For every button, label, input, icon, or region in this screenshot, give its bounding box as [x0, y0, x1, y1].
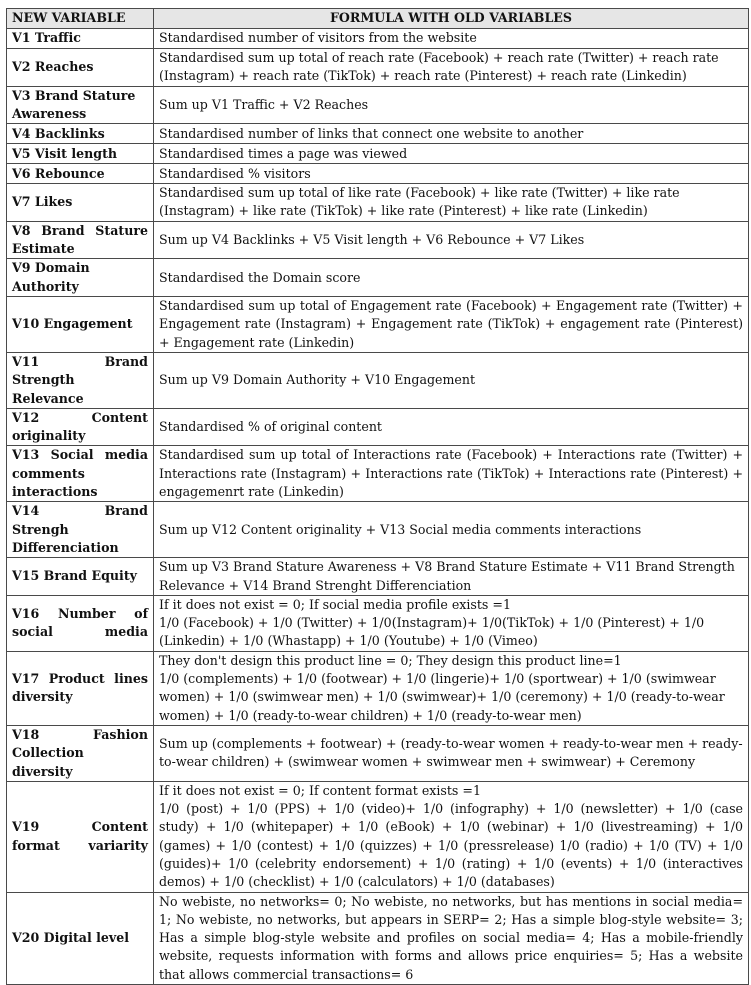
- variable-cell: V3 Brand Stature Awareness: [7, 86, 154, 124]
- variable-cell: V9 Domain Authority: [7, 259, 154, 297]
- formula-cell: No webiste, no networks= 0; No webiste, no networks, but has mentions in social media= 1; No webiste, no networks, but appears in SERP= 2; Has a simple blog-style website= 3; Has a simple blog-style website and profiles on social media= 4; Has a mobile-friendly website, requests information with forms and allows price enquiries= 5; Has a website that allows commercial transactions= 6: [154, 892, 749, 984]
- table-row: [7, 221, 749, 259]
- variable-cell: V11 Brand Strength Relevance: [7, 352, 154, 408]
- variable-cell: V13 Social media comments interactions: [7, 446, 154, 502]
- variable-cell: V1 Traffic: [7, 29, 154, 49]
- header-formula: FORMULA WITH OLD VARIABLES: [154, 9, 749, 29]
- table-row: [7, 352, 749, 408]
- formula-cell: Sum up V3 Brand Stature Awareness + V8 Brand Stature Estimate + V11 Brand Strength Relevance + V14 Brand Strenght Differenciation: [154, 558, 749, 596]
- variable-cell: V16 Number of social media: [7, 595, 154, 651]
- table-row: [7, 259, 749, 297]
- variable-cell: V4 Backlinks: [7, 124, 154, 144]
- formula-cell: [154, 651, 749, 725]
- formula-cell: Sum up V12 Content originality + V13 Social media comments interactions: [154, 502, 749, 558]
- table-row: [7, 86, 749, 124]
- variable-cell: V20 Digital level: [7, 892, 154, 984]
- table-row: [7, 651, 749, 725]
- formula-cell: Sum up V4 Backlinks + V5 Visit length + V6 Rebounce + V7 Likes: [154, 221, 749, 259]
- table-header-row: [7, 9, 749, 29]
- formula-expression: 1/0 (Facebook) + 1/0 (Twitter) + 1/0(Instagram)+ 1/0(TikTok) + 1/0 (Pinterest) + 1/0 (Linkedin) + 1/0 (Whastapp) + 1/0 (Youtube) + 1/0 (Vimeo): [159, 615, 705, 649]
- variable-cell: V8 Brand Stature Estimate: [7, 221, 154, 259]
- table-row: [7, 781, 749, 892]
- variable-cell: V12 Content originality: [7, 408, 154, 446]
- variable-cell: V10 Engagement: [7, 296, 154, 352]
- table-row: [7, 446, 749, 502]
- formula-cell: [154, 595, 749, 651]
- variable-cell: V6 Rebounce: [7, 164, 154, 184]
- table-row: [7, 144, 749, 164]
- formula-rule-line: If it does not exist = 0; If social media profile exists =1: [159, 596, 511, 612]
- variable-cell: V17 Product lines diversity: [7, 651, 154, 725]
- table-row: [7, 725, 749, 781]
- variable-cell: V5 Visit length: [7, 144, 154, 164]
- variable-cell: V15 Brand Equity: [7, 558, 154, 596]
- formula-cell: Standardised times a page was viewed: [154, 144, 749, 164]
- formula-cell: Standardised number of visitors from the website: [154, 29, 749, 49]
- table-row: [7, 124, 749, 144]
- table-row: [7, 184, 749, 222]
- variable-cell: V7 Likes: [7, 184, 154, 222]
- header-new-variable: NEW VARIABLE: [7, 9, 154, 29]
- formula-cell: Sum up V9 Domain Authority + V10 Engagement: [154, 352, 749, 408]
- formula-expression: 1/0 (post) + 1/0 (PPS) + 1/0 (video)+ 1/0 (infography) + 1/0 (newsletter) + 1/0 (case study) + 1/0 (whitepaper) + 1/0 (eBook) + 1/0 (webinar) + 1/0 (livestreaming) + 1/0 (games) + 1/0 (contest) + 1/0 (quizzes) + 1/0 (pressrelease) 1/0 (radio) + 1/0 (TV) + 1/0 (guides)+ 1/0 (celebrity endorsement) + 1/0 (rating) + 1/0 (events) + 1/0 (interactives demos) + 1/0 (checklist) + 1/0 (calculators) + 1/0 (databases): [159, 801, 743, 890]
- formula-cell: Sum up (complements + footwear) + (ready-to-wear women + ready-to-wear men + ready-to-wear children) + (swimwear women + swimwear men + swimwear) + Ceremony: [154, 725, 749, 781]
- variable-cell: V2 Reaches: [7, 49, 154, 87]
- formula-rule-line: They don't design this product line = 0; They design this product line=1: [159, 652, 622, 668]
- table-row: [7, 164, 749, 184]
- formula-cell: Standardised % visitors: [154, 164, 749, 184]
- formula-cell: Standardised sum up total of Engagement rate (Facebook) + Engagement rate (Twitter) + Engagement rate (Instagram) + Engagement rate (TikTok) + engagement rate (Pinterest) + Engagement rate (Linkedin): [154, 296, 749, 352]
- formula-cell: Standardised sum up total of reach rate (Facebook) + reach rate (Twitter) + reach rate (Instagram) + reach rate (TikTok) + reach rate (Pinterest) + reach rate (Linkedin): [154, 49, 749, 87]
- table-row: [7, 296, 749, 352]
- variables-table-container: [6, 8, 748, 985]
- formula-expression: 1/0 (complements) + 1/0 (footwear) + 1/0 (lingerie)+ 1/0 (sportwear) + 1/0 (swimwear women) + 1/0 (swimwear men) + 1/0 (swimwear)+ 1/0 (ceremony) + 1/0 (ready-to-wear women) + 1/0 (ready-to-wear children) + 1/0 (ready-to-wear men): [159, 671, 725, 723]
- formula-cell: Standardised the Domain score: [154, 259, 749, 297]
- formula-cell: Sum up V1 Traffic + V2 Reaches: [154, 86, 749, 124]
- formula-rule-line: If it does not exist = 0; If content format exists =1: [159, 782, 481, 798]
- variables-formula-table: [6, 8, 749, 985]
- table-row: [7, 595, 749, 651]
- table-row: [7, 49, 749, 87]
- table-row: [7, 408, 749, 446]
- table-row: [7, 558, 749, 596]
- formula-cell: Standardised % of original content: [154, 408, 749, 446]
- table-row: [7, 29, 749, 49]
- formula-cell: Standardised number of links that connect one website to another: [154, 124, 749, 144]
- variable-cell: V14 Brand Strengh Differenciation: [7, 502, 154, 558]
- variable-cell: V18 Fashion Collection diversity: [7, 725, 154, 781]
- formula-cell: Standardised sum up total of like rate (Facebook) + like rate (Twitter) + like rate (Instagram) + like rate (TikTok) + like rate (Pinterest) + like rate (Linkedin): [154, 184, 749, 222]
- formula-cell: Standardised sum up total of Interactions rate (Facebook) + Interactions rate (Twitter) + Interactions rate (Instagram) + Interactions rate (TikTok) + Interactions rate (Pinterest) + engagemenrt rate (Linkedin): [154, 446, 749, 502]
- formula-cell: [154, 781, 749, 892]
- table-row: [7, 892, 749, 984]
- table-row: [7, 502, 749, 558]
- variable-cell: V19 Content format variarity: [7, 781, 154, 892]
